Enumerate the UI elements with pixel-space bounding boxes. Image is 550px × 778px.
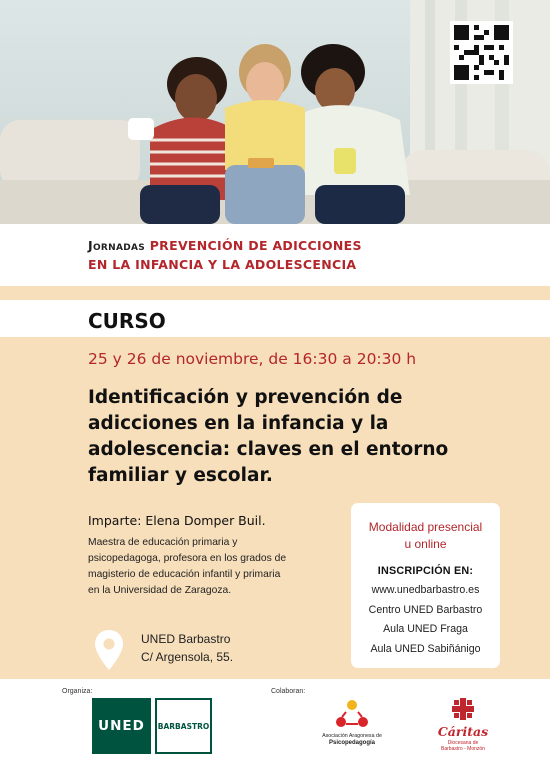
registration-item: Aula UNED Sabiñánigo — [370, 642, 481, 655]
instructor-bio — [88, 535, 338, 599]
barbastro-logo-text: BARBASTRO — [157, 721, 210, 731]
barbastro-logo — [155, 698, 212, 754]
course-title-line: Identificación y prevención de — [88, 387, 403, 408]
registration-website-link[interactable]: www.unedbarbastro.es — [371, 584, 480, 596]
caritas-sub-line: Diocesana de — [447, 740, 479, 746]
curso-heading: CURSO — [88, 309, 166, 333]
bio-line: magisterio de educación infantil y primaria — [88, 569, 281, 580]
registration-heading: INSCRIPCIÓN EN: — [377, 565, 474, 577]
instructor-name: Imparte: Elena Domper Buil. — [88, 513, 266, 528]
uned-logo-text: UNED — [98, 718, 145, 734]
qr-code[interactable] — [450, 21, 513, 84]
modality-line: Modalidad presencial — [368, 520, 483, 534]
aap-logo-text — [312, 733, 392, 746]
caritas-sub-line: Barbastro - Monzón — [441, 746, 485, 752]
jornadas-label: Jornadas — [88, 238, 146, 253]
modality-line: u online — [404, 537, 447, 551]
registration-item: Centro UNED Barbastro — [368, 603, 483, 616]
modality-text — [351, 519, 500, 553]
course-date: 25 y 26 de noviembre, de 16:30 a 20:30 h — [88, 350, 417, 368]
aap-logo — [312, 696, 392, 756]
bio-line: en la Universidad de Zaragoza. — [88, 585, 232, 596]
course-title — [88, 385, 468, 489]
organiza-label: Organiza: — [62, 688, 93, 695]
series-title-line-1: PREVENCIÓN DE ADICCIONES — [149, 238, 362, 253]
course-title-line: adicciones en la infancia y la — [88, 413, 389, 434]
divider-strip — [0, 286, 550, 300]
location-pin-icon — [94, 629, 124, 676]
course-title-line: familiar y escolar. — [88, 465, 273, 486]
aap-line: Asociación Aragonesa de — [322, 733, 382, 739]
event-series-title — [88, 236, 362, 274]
bio-line: Maestra de educación primaria y — [88, 537, 238, 548]
colaboran-label: Colaboran: — [271, 688, 306, 695]
registration-list — [351, 581, 500, 659]
location-name: UNED Barbastro — [141, 632, 231, 646]
bio-line: psicopedagoga, profesora en los grados de — [88, 553, 287, 564]
course-title-line: adolescencia: claves en el entorno — [88, 439, 449, 460]
aap-line: Psicopedagogía — [328, 739, 375, 746]
series-title-line-2: EN LA INFANCIA Y LA ADOLESCENCIA — [88, 257, 357, 272]
registration-box — [351, 503, 500, 668]
caritas-name: Cáritas — [437, 724, 489, 739]
registration-item: Aula UNED Fraga — [383, 623, 468, 635]
location-street: C/ Argensola, 55. — [141, 649, 234, 664]
uned-logo — [92, 698, 151, 754]
location-address — [141, 631, 233, 666]
caritas-subtitle — [428, 740, 498, 752]
curso-band — [0, 300, 550, 337]
